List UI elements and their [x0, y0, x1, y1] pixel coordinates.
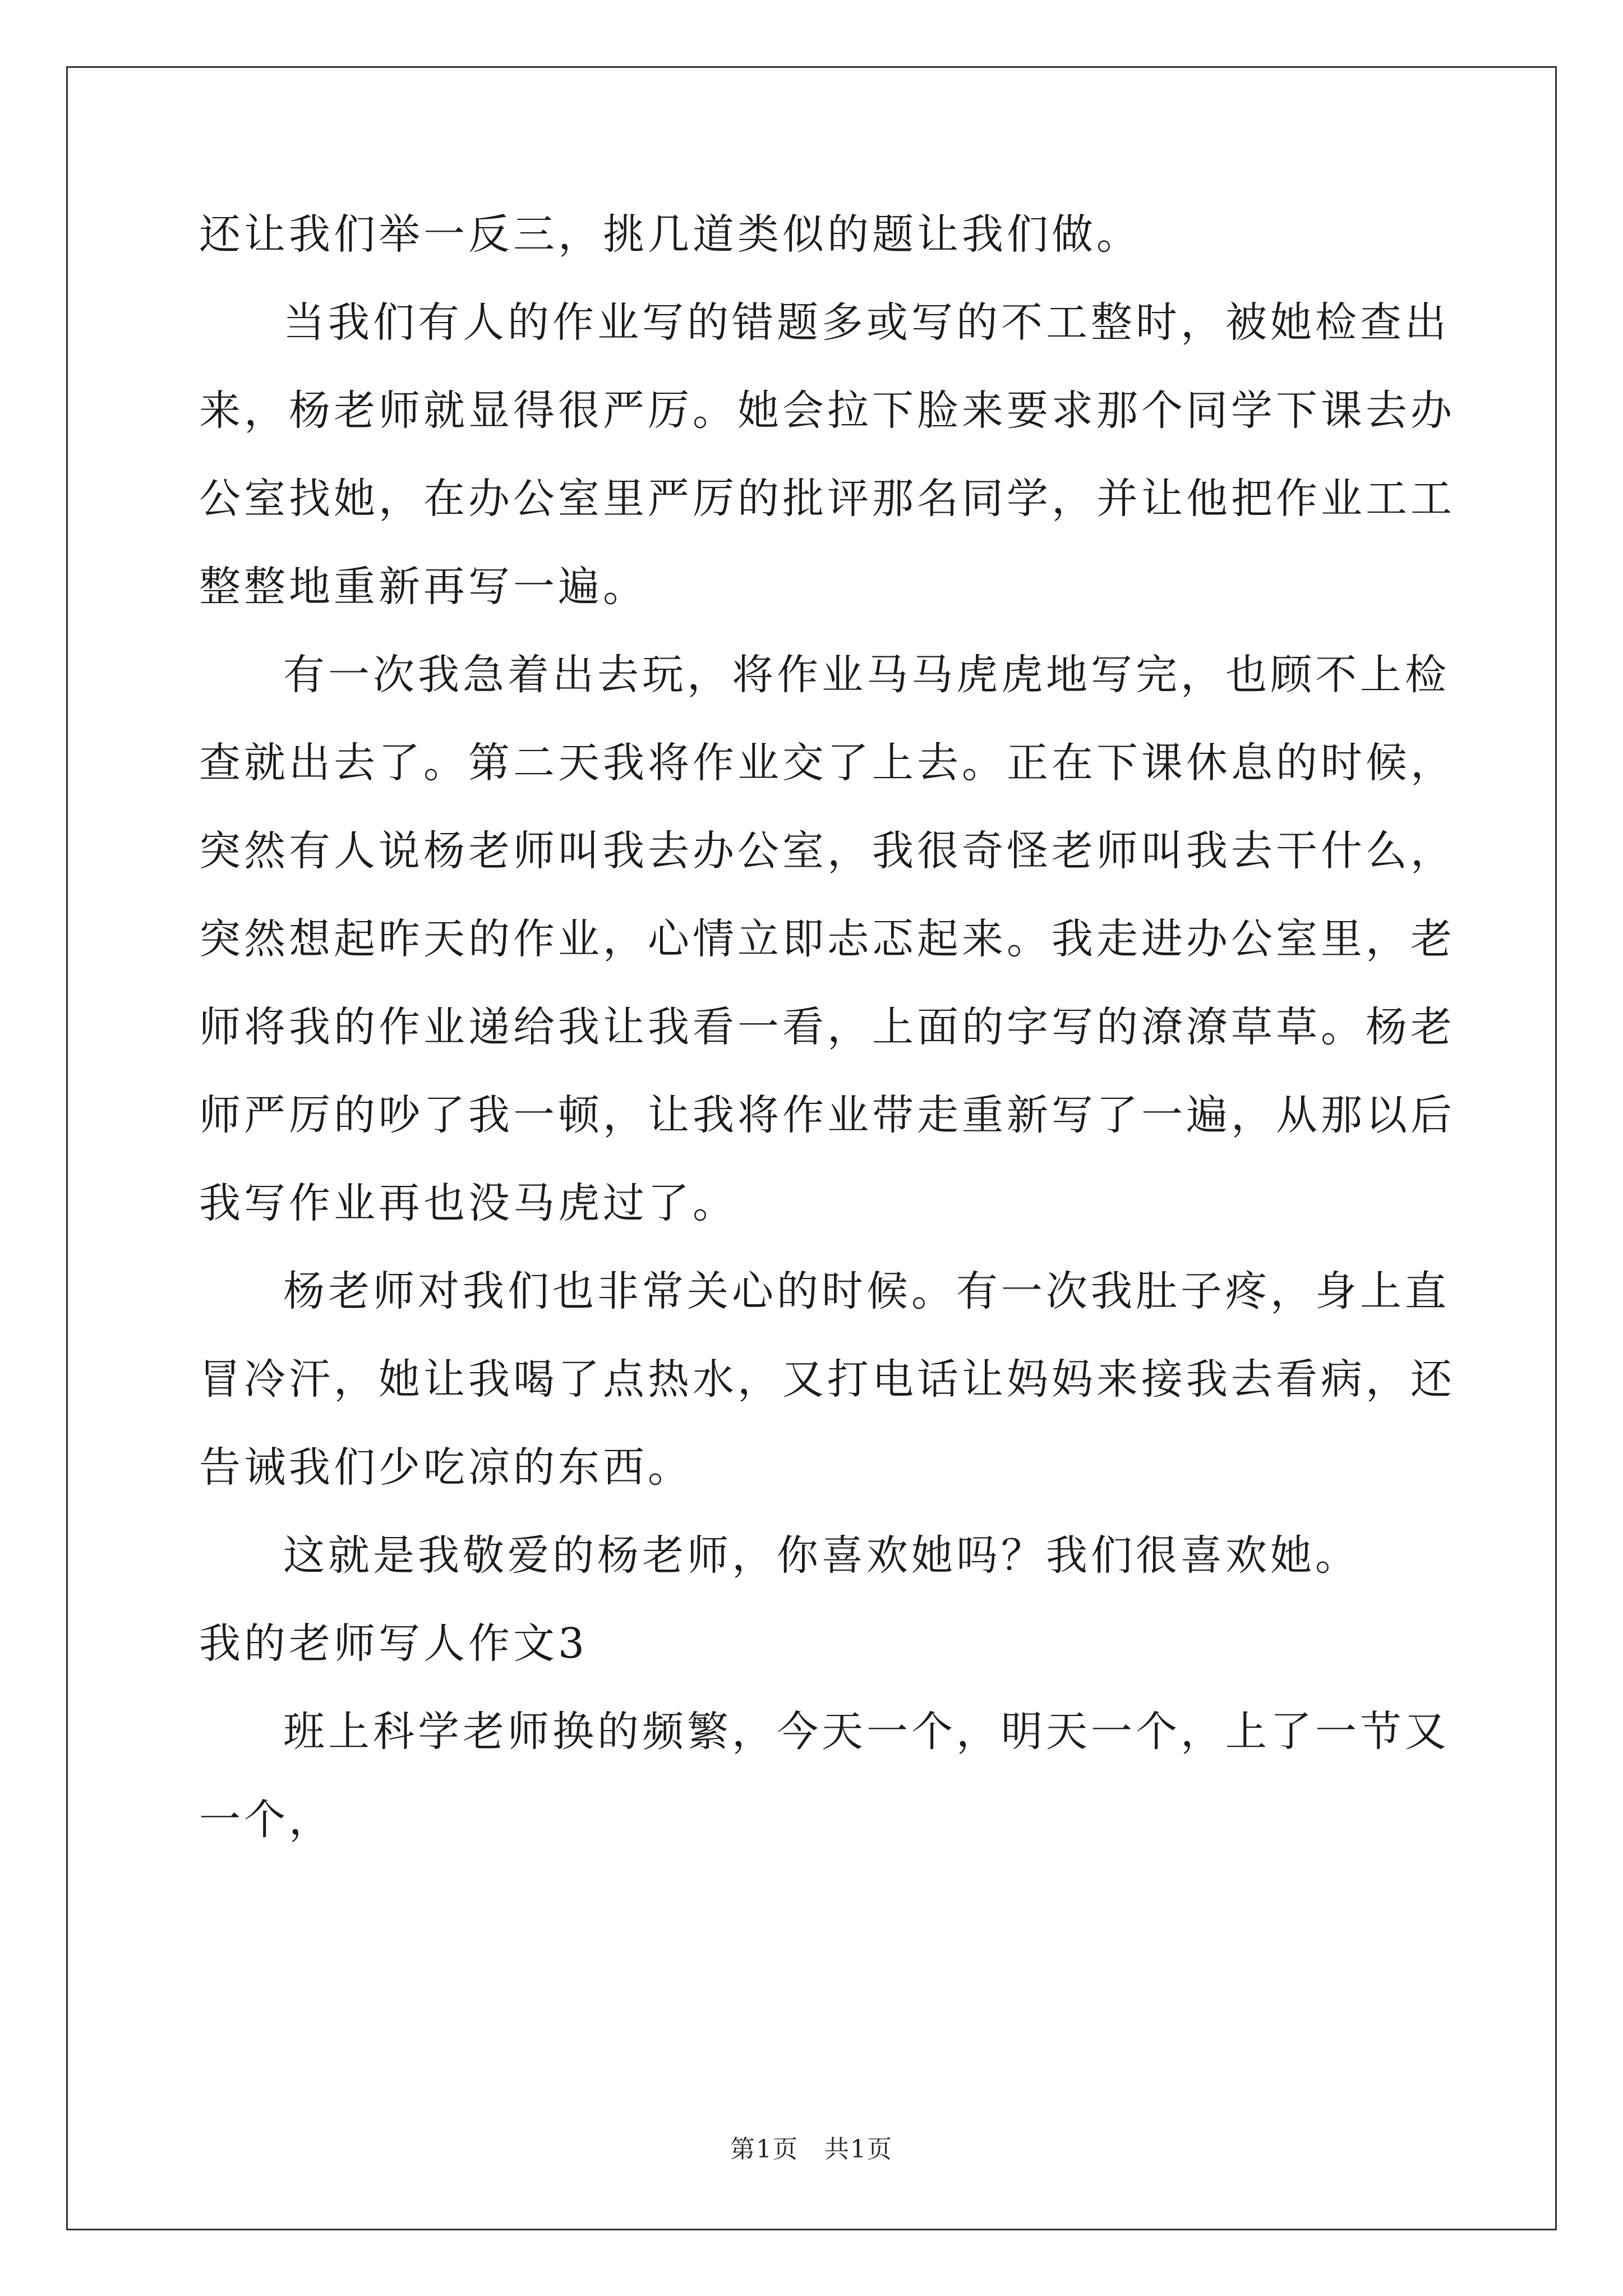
paragraph-6: 班上科学老师换的频繁，今天一个，明天一个，上了一节又一个，: [199, 1708, 1450, 1844]
page-number-footer: 第1页 共1页: [730, 2135, 893, 2164]
paragraph-5: 这就是我敬爱的杨老师，你喜欢她吗？我们很喜欢她。: [283, 1531, 1360, 1580]
paragraph-2: 当我们有人的作业写的错题多或写的不工整时，被她检查出来，杨老师就显得很严厉。她会拉下脸来要求那个同学下课去办公室找她，在办公室里严厉的批评那名同学，并让他把作业工工整整地重新再写一遍。: [199, 298, 1455, 611]
document-body: [199, 191, 1458, 1864]
paragraph-3: 有一次我急着出去玩，将作业马马虎虎地写完，也顾不上检查就出去了。第二天我将作业交了上去。正在下课休息的时候，突然有人说杨老师叫我去办公室，我很奇怪老师叫我去干什么，突然想起昨天的作业，心情立即忐忑起来。我走进办公室里，老师将我的作业递给我让我看一看，上面的字写的潦潦草草。杨老师严厉的吵了我一顿，让我将作业带走重新写了一遍，从那以后我写作业再也没马虎过了。: [199, 651, 1455, 1227]
paragraph-4: 杨老师对我们也非常关心的时候。有一次我肚子疼，身上直冒冷汗，她让我喝了点热水，又打电话让妈妈来接我去看病，还告诫我们少吃凉的东西。: [199, 1267, 1455, 1492]
section-heading: 我的老师写人作文3: [199, 1619, 588, 1668]
paragraph-1: 还让我们举一反三，挑几道类似的题让我们做。: [199, 210, 1141, 259]
